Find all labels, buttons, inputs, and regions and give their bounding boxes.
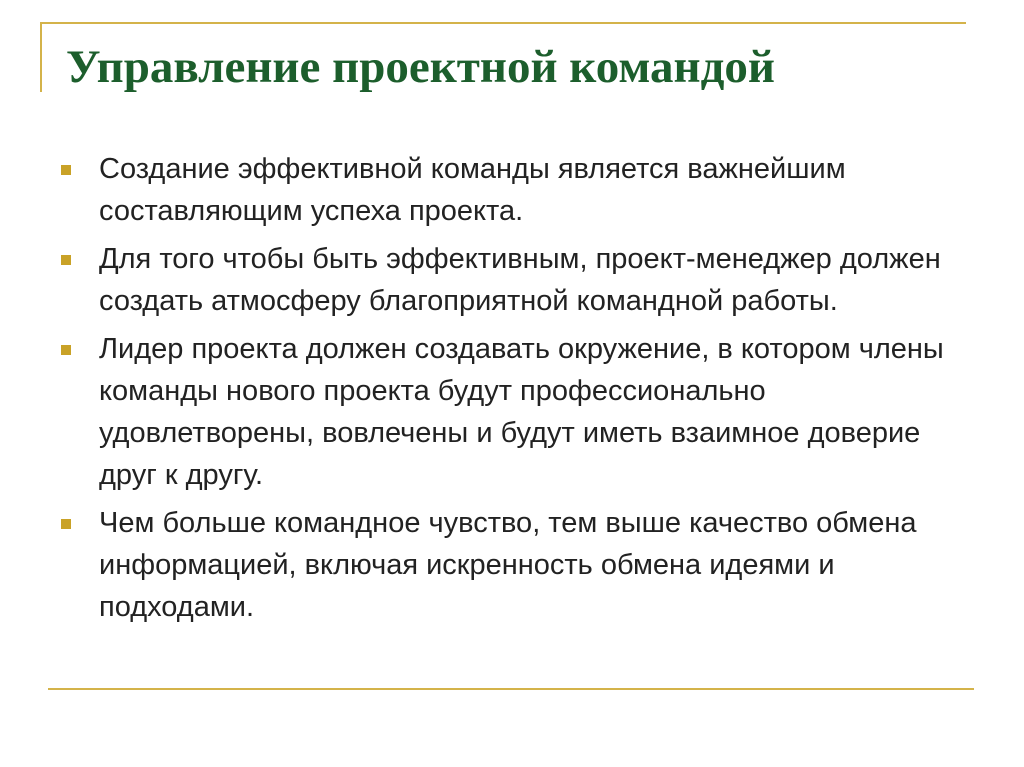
top-divider [40,22,966,24]
square-bullet-icon [61,165,71,175]
bullet-text: Чем больше командное чувство, тем выше качество обмена информацией, включая искренность обмена идеями и подходами. [99,507,917,623]
bullet-text: Создание эффективной команды является важнейшим составляющим успеха проекта. [99,153,846,227]
bullet-list [60,148,980,634]
bullet-item [60,328,980,496]
slide-title: Управление проектной командой [66,41,775,93]
square-bullet-icon [61,519,71,529]
square-bullet-icon [61,345,71,355]
square-bullet-icon [61,255,71,265]
bottom-divider [48,688,974,690]
left-divider [40,22,42,92]
bullet-item [60,502,980,628]
bullet-text: Лидер проекта должен создавать окружение, в котором члены команды нового проекта будут профессионально удовлетворены, вовлечены и будут иметь взаимное доверие друг к другу. [99,333,944,491]
bullet-text: Для того чтобы быть эффективным, проект-менеджер должен создать атмосферу благоприятной командной работы. [99,243,941,317]
bullet-item [60,148,980,232]
bullet-item [60,238,980,322]
